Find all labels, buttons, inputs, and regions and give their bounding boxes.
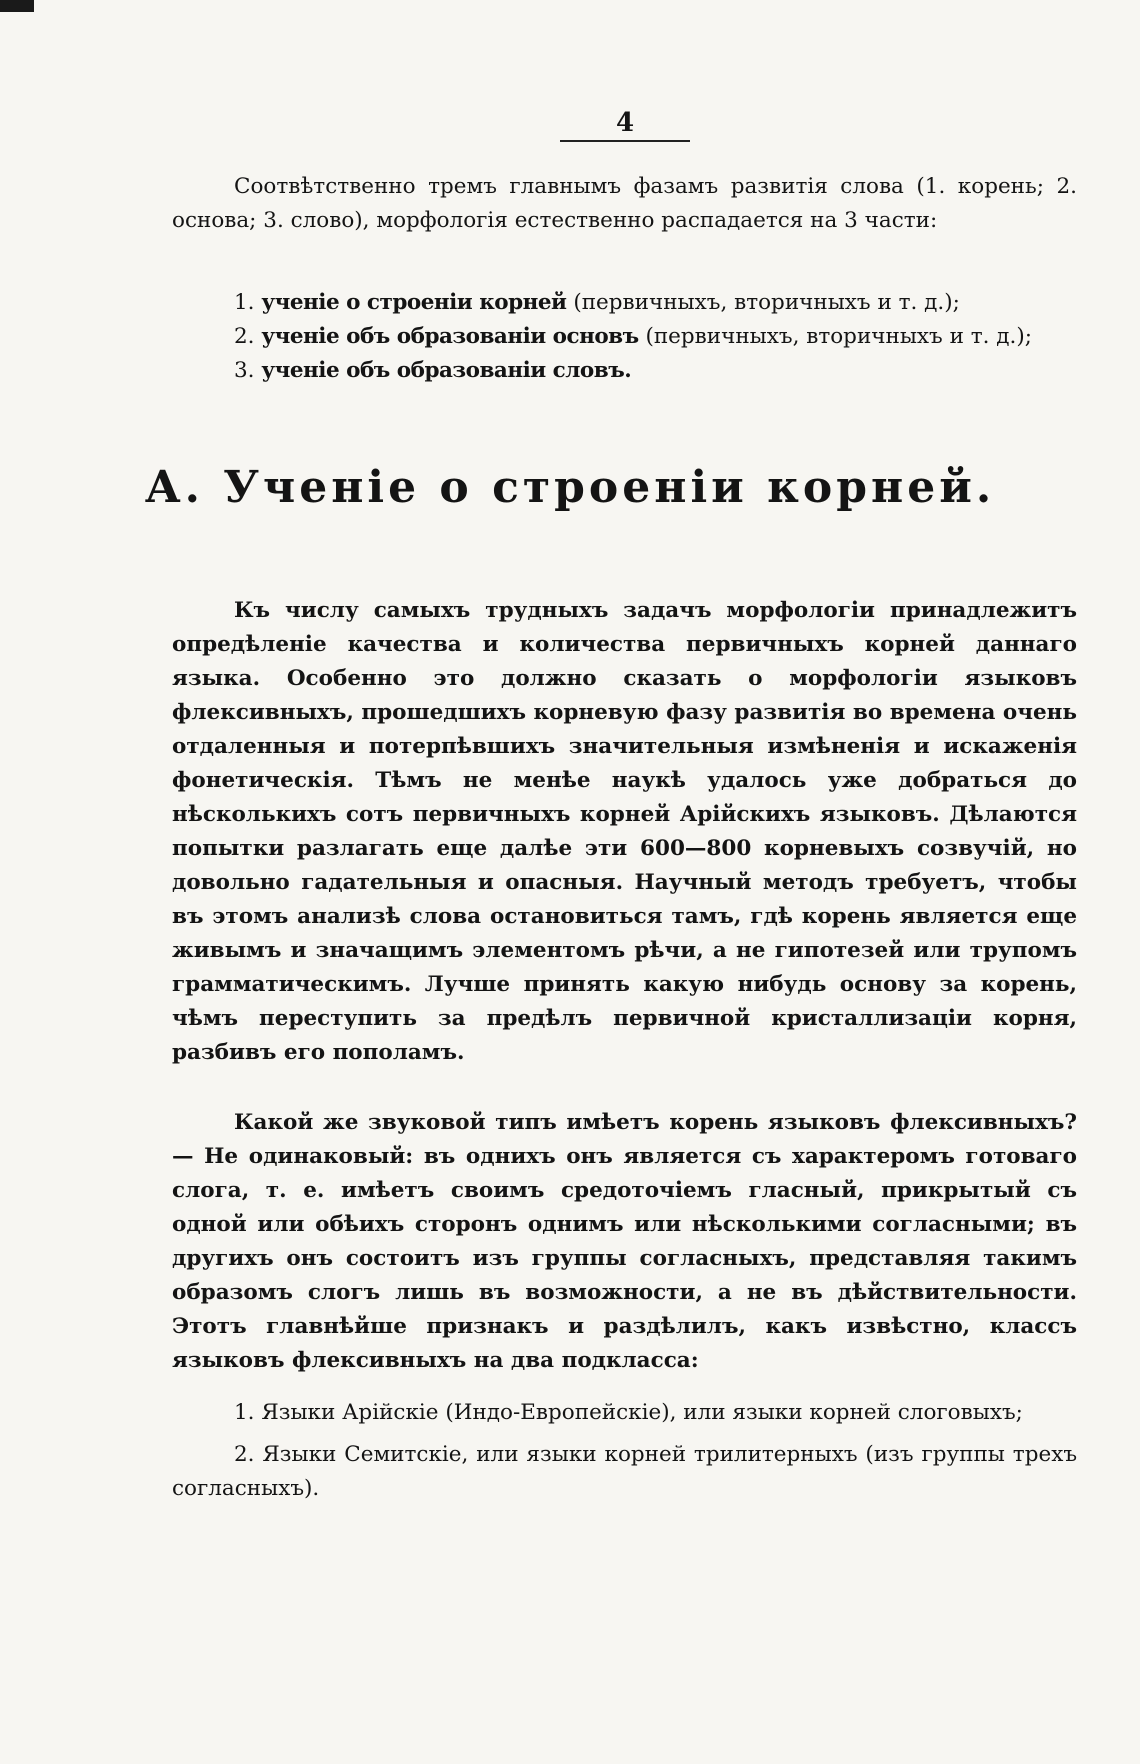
list-item (234, 286, 1084, 320)
list-item (234, 354, 1084, 388)
body-paragraph-1: Къ числу самыхъ трудныхъ задачъ морфологіи принадлежитъ опредѣленіе качества и количества первичныхъ корней даннаго языка. Особенно это должно сказать о морфологіи языковъ флексивныхъ, прошедшихъ корневую фазу развитія во времена очень отдаленныя и потерпѣвшихъ значительныя измѣненія и искаженія фонетическія. Тѣмъ не менѣе наукѣ удалось уже добраться до нѣсколькихъ сотъ первичныхъ корней Арійскихъ языковъ. Дѣлаются попытки разлагать еще далѣе эти 600—800 корневыхъ созвучій, но довольно гадательныя и опасныя. Научный методъ требуетъ, чтобы въ этомъ анализѣ слова остановиться тамъ, гдѣ корень является еще живымъ и значащимъ элементомъ рѣчи, а не гипотезей или трупомъ грамматическимъ. Лучше принять какую нибудь основу за корень, чѣмъ переступить за предѣлъ первичной кристаллизаціи корня, разбивъ его пополамъ. (172, 598, 1077, 1065)
list-item-note: (первичныхъ, вторичныхъ и т. д.); (645, 324, 1032, 349)
page-number-rule (560, 140, 690, 142)
subclass-item-semitic: 2. Языки Семитскіе, или языки корней трилитерныхъ (изъ группы трехъ согласныхъ). (172, 1442, 1077, 1501)
list-item-number: 2. (234, 324, 255, 349)
morphology-parts-list (234, 286, 1084, 388)
subclass-item-aryan: 1. Языки Арійскіе (Индо-Европейскіе), или языки корней слоговыхъ; (234, 1400, 1023, 1425)
body-paragraph-2: Какой же звуковой типъ имѣетъ корень языковъ флексивныхъ?— Не одинаковый: въ однихъ онъ является съ характеромъ готоваго слога, т. е. имѣетъ своимъ средоточіемъ гласный, прикрытый съ одной или обѣихъ сторонъ однимъ или нѣсколькими согласными; въ другихъ онъ состоитъ изъ группы согласныхъ, представляя такимъ образомъ слогъ лишь въ возможности, а не въ дѣйствительности. Этотъ главнѣйше признакъ и раздѣлилъ, какъ извѣстно, классъ языковъ флексивныхъ на два подкласса: (172, 1110, 1077, 1373)
intro-paragraph: Соотвѣтственно тремъ главнымъ фазамъ развитія слова (1. корень; 2. основа; 3. слово), морфологія естественно распадается на 3 части: (172, 174, 1077, 233)
page-number: 4 (615, 108, 635, 138)
list-item (234, 320, 1084, 354)
list-item-term: ученіе о строеніи корней (261, 290, 567, 315)
subclass-list (172, 1396, 1077, 1506)
list-item-note: (первичныхъ, вторичныхъ и т. д.); (573, 290, 960, 315)
list-item-term: ученіе объ образованіи словъ. (261, 358, 632, 383)
list-item-term: ученіе объ образованіи основъ (261, 324, 639, 349)
corner-ink-mark (0, 0, 34, 12)
list-item-number: 3. (234, 358, 255, 383)
section-heading: А. Ученіе о строеніи корней. (144, 462, 996, 513)
list-item-number: 1. (234, 290, 255, 315)
